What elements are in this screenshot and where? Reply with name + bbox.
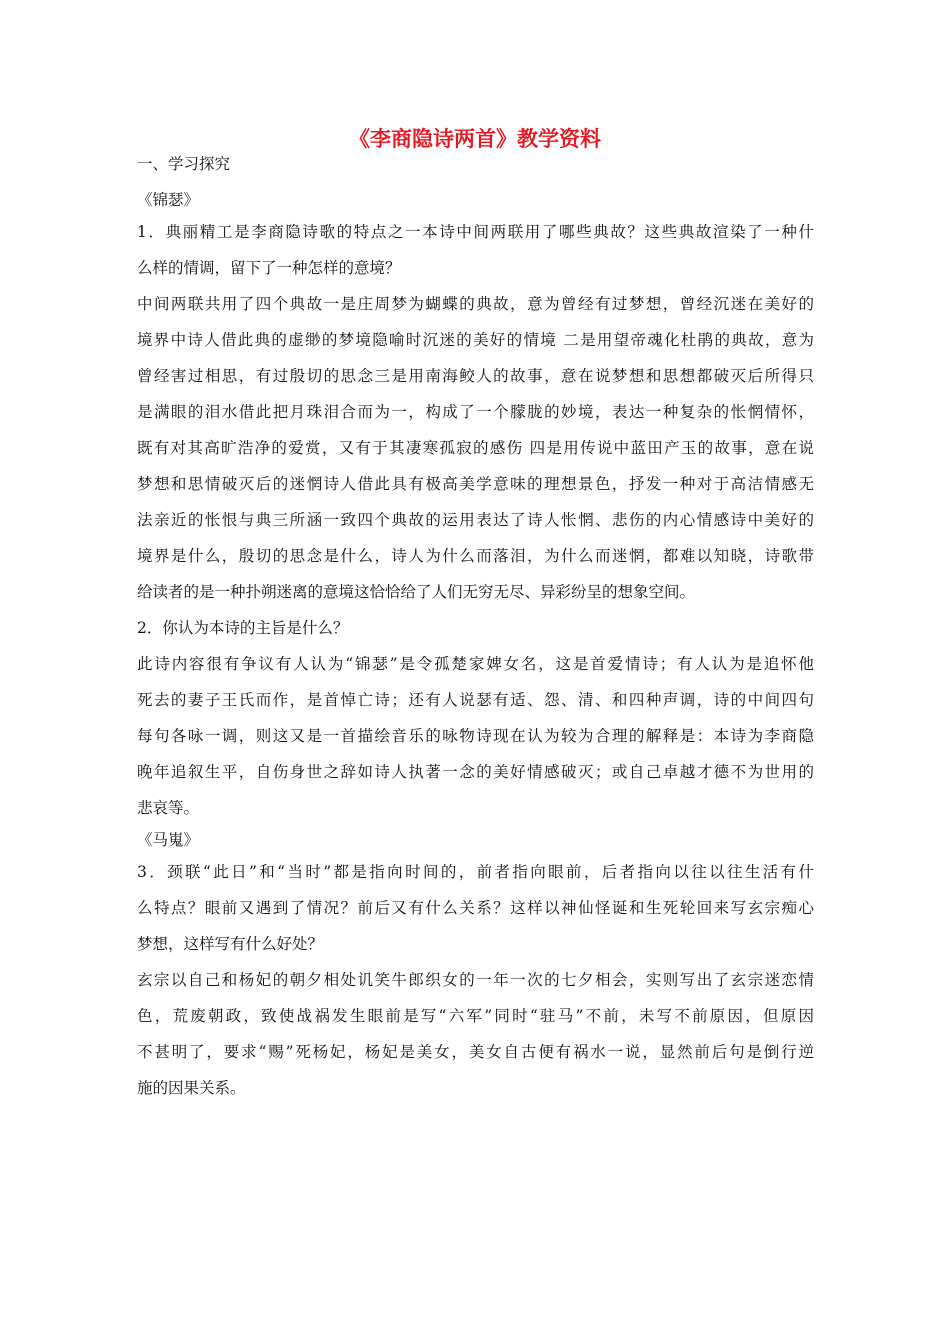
answer-3-line-3: 不甚明了，要求“赐”死杨妃，杨妃是美女，美女自古便有祸水一说，显然前后句是倒行逆 [137,1043,814,1061]
answer-1-line-9: 给读者的是一种扑朔迷离的意境这恰恰给了人们无穷无尽、异彩纷呈的想象空间。 [137,583,696,601]
question-3-line-2: 么特点？眼前又遇到了情况？前后又有什么关系？这样以神仙怪诞和生死轮回来写玄宗痴心 [137,899,814,917]
answer-1-line-7: 法亲近的怅恨与典三所涵一致四个典故的运用表达了诗人怅惘、悲伤的内心情感诗中美好的 [137,511,814,529]
answer-1-line-1: 中间两联共用了四个典故一是庄周梦为蝴蝶的典故，意为曾经有过梦想，曾经沉迷在美好的 [137,295,814,313]
answer-1-line-8: 境界是什么，殷切的思念是什么，诗人为什么而落泪，为什么而迷惘，都难以知晓，诗歌带 [137,547,814,565]
answer-1-line-5: 既有对其高旷浩净的爱赏，又有于其凄寒孤寂的感伤 四是用传说中蓝田产玉的故事，意在说 [137,439,814,457]
answer-2-line-2: 死去的妻子王氏而作，是首悼亡诗；还有人说瑟有适、怨、清、和四种声调，诗的中间四句 [137,691,814,709]
question-3-line-3: 梦想，这样写有什么好处？ [137,935,324,953]
answer-1-line-4: 是满眼的泪水借此把月珠泪合而为一，构成了一个朦胧的妙境，表达一种复杂的怅惘情怀， [137,403,814,421]
question-1-line-2: 么样的情调，留下了一种怎样的意境？ [137,259,401,277]
poem-title-mawei: 《马嵬》 [137,831,200,849]
answer-2-line-1: 此诗内容很有争议有人认为“锦瑟”是令孤楚家婢女名，这是首爱情诗；有人认为是追怀他 [137,655,814,673]
answer-1-line-3: 曾经害过相思，有过殷切的思念三是用南海鲛人的故事，意在说梦想和思想都破灭后所得只 [137,367,814,385]
answer-2-line-3: 每句各咏一调，则这又是一首描绘音乐的咏物诗现在认为较为合理的解释是：本诗为李商隐 [137,727,814,745]
document-title: 《李商隐诗两首》教学资料 [349,126,601,151]
section-heading: 一、学习探究 [137,155,231,173]
answer-2-line-4: 晚年追叙生平，自伤身世之辞如诗人执著一念的美好情感破灭；或自己卓越才德不为世用的 [137,763,814,781]
answer-3-line-2: 色，荒废朝政，致使战祸发生眼前是写“六军”同时“驻马”不前，未写不前原因，但原因 [137,1007,814,1025]
question-2: 2．你认为本诗的主旨是什么？ [137,619,349,637]
answer-2-line-5: 悲哀等。 [137,799,200,817]
question-1-line-1: 1．典丽精工是李商隐诗歌的特点之一本诗中间两联用了哪些典故？这些典故渲染了一种什 [137,223,814,241]
answer-3-line-1: 玄宗以自己和杨妃的朝夕相处讥笑牛郎织女的一年一次的七夕相会，实则写出了玄宗迷恋情 [137,971,814,989]
answer-1-line-2: 境界中诗人借此典的虚缈的梦境隐喻时沉迷的美好的情境 二是用望帝魂化杜鹃的典故，意为 [137,331,814,349]
poem-title-jinse: 《锦瑟》 [137,191,200,209]
document-body [137,150,814,1106]
answer-1-line-6: 梦想和思情破灭后的迷惘诗人借此具有极高美学意味的理想景色，抒发一种对于高洁情感无 [137,475,814,493]
question-3-line-1: 3．颈联“此日”和“当时”都是指向时间的，前者指向眼前，后者指向以往以往生活有什 [137,863,814,881]
answer-3-line-4: 施的因果关系。 [137,1079,246,1097]
